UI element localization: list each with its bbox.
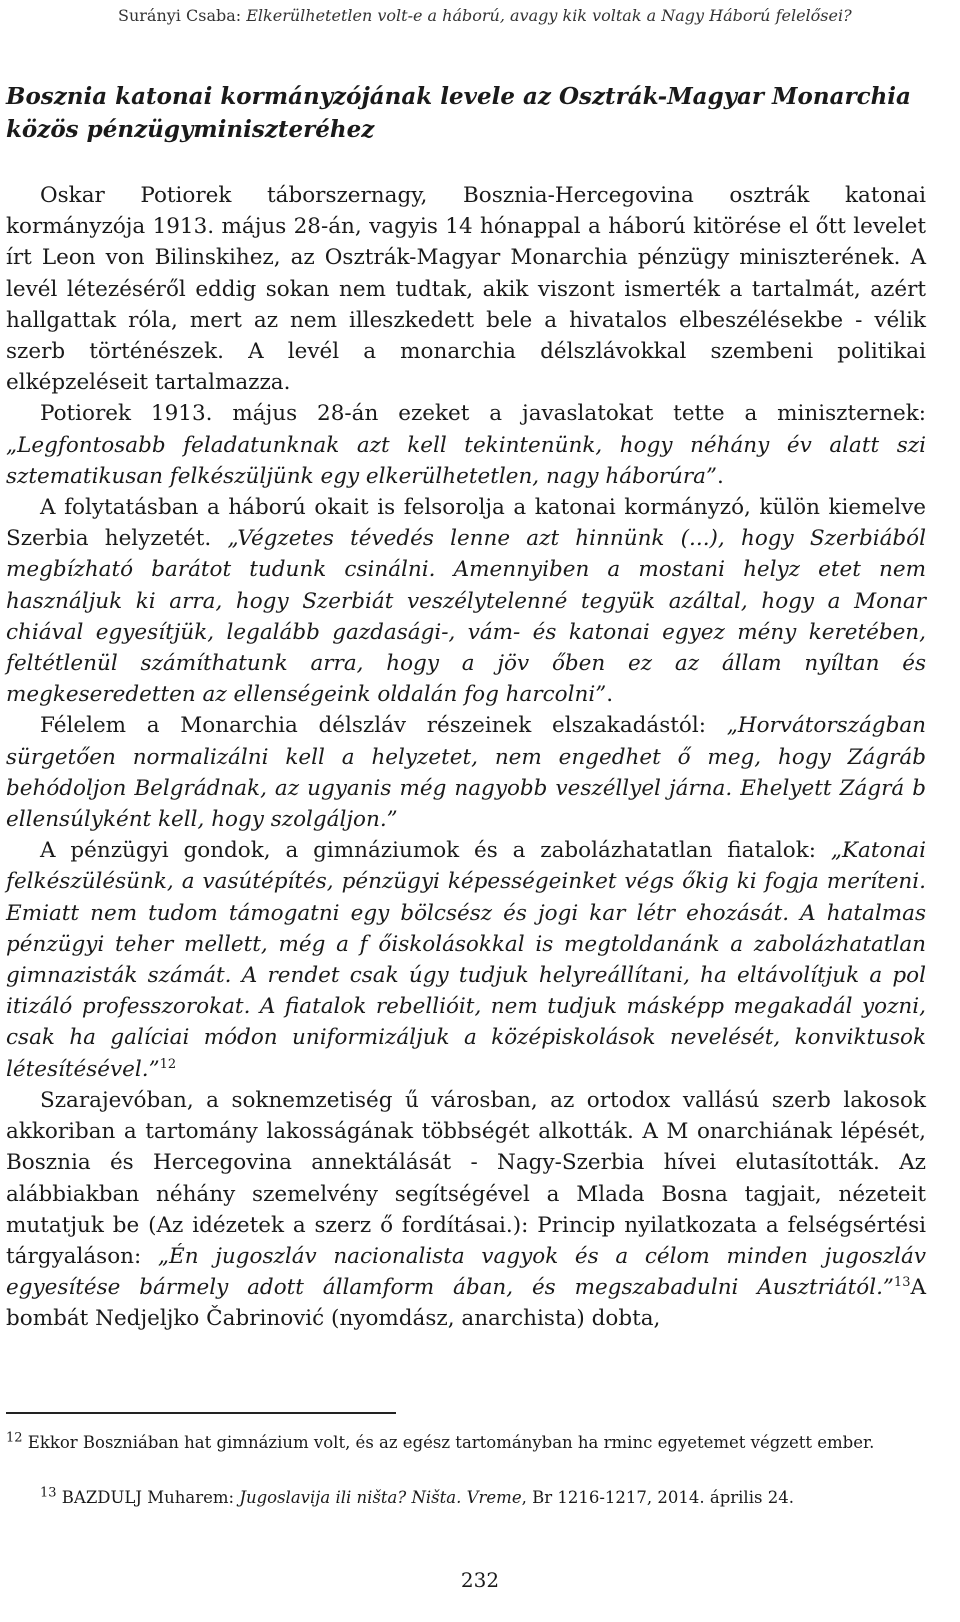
paragraph-4 bbox=[6, 710, 926, 835]
paragraph-6-lead: Szarajevóban, a soknemzetiség ű városban, az ortodox vallású szerb lakosok akkoriban a tartomány lakosságának többségét alkották. A M onarchiának lépését, Bosznia és Hercegovina annektálását - Nagy-Szerbia hívei elutasították. Az alábbiakban néhány szemelvény segítségével a Mlada Bosna tagjait, nézeteit mutatjuk be (Az idézetek a szerz ő fordításai.): Princip nyilatkozata a felségsértési tárgyaláson: bbox=[6, 1087, 926, 1269]
paragraph-5 bbox=[6, 835, 926, 1085]
running-head-author: Surányi Csaba: bbox=[118, 6, 247, 25]
body-text bbox=[6, 180, 926, 1335]
paragraph-2-lead: Potiorek 1913. május 28-án ezeket a javaslatokat tette a miniszternek: bbox=[40, 401, 926, 427]
running-head-title: Elkerülhetetlen volt-e a háború, avagy kik voltak a Nagy Háború felelősei? bbox=[246, 6, 852, 25]
paragraph-2-end: . bbox=[716, 463, 724, 489]
footnote-divider bbox=[6, 1412, 396, 1414]
running-head bbox=[118, 6, 852, 25]
paragraph-6-quote: „Én jugoszláv nacionalista vagyok és a célom minden jugoszláv egyesítése bármely adott államform ában, és megszabadulni Ausztriától.” bbox=[6, 1243, 926, 1301]
section-title: Bosznia katonai kormányzójának levele az Osztrák-Magyar Monarchia közös pénzügyminiszteréhez bbox=[6, 83, 911, 143]
paragraph-3-lead: A folytatásban a háború okait is felsorolja a katonai kormányzó, külön kiemelve Szerbia helyzetét. bbox=[6, 495, 926, 552]
paragraph-3 bbox=[6, 492, 926, 710]
paragraph-6-end: A bombát Nedjeljko Čabrinović (nyomdász, anarchista) dobta, bbox=[6, 1275, 926, 1332]
footnote-13 bbox=[6, 1484, 926, 1511]
paragraph-5-quote: „Katonai felkészülésünk, a vasútépítés, pénzügyi képességeinket végs őkig ki fogja meríteni. Emiatt nem tudom támogatni egy bölcsész és jogi kar létr ehozását. A hatalmas pénzügyi teher mellett, még a f őiskolásokkal is megtoldanánk a zabolázhatatlan gimnazisták számát. A rendet csak úgy tudjuk helyreállítani, ha eltávolítjuk a pol itizáló professzorokat. A fiatalok rebellióit, nem tudjuk másképp megakadál yozni, csak ha galíciai módon uniformizáljuk a középiskolások nevelését, konviktusok létesítésével.” bbox=[6, 838, 926, 1082]
paragraph-2-quote: „Legfontosabb feladatunknak azt kell tekintenünk, hogy néhány év alatt szi sztematikusan felkészüljünk egy elkerülhetetlen, nagy háborúra” bbox=[6, 432, 926, 489]
paragraph-6 bbox=[6, 1085, 926, 1335]
paragraph-1: Oskar Potiorek táborszernagy, Bosznia-Hercegovina osztrák katonai kormányzója 1913. május 28-án, vagyis 14 hónappal a háború kitörése el őtt levelet írt Leon von Bilinskihez, az Osztrák-Magyar Monarchia pénzügy miniszterének. A levél létezéséről eddig sokan nem tudtak, akik viszont ismerték a tartalmát, azért hallgattak róla, mert az nem illeszkedett bele a hivatalos elbeszélésekbe - vélik szerb történészek. A levél a monarchia délszlávokkal szembeni politikai elképzeléseit tartalmazza. bbox=[6, 183, 926, 396]
paragraph-5-lead: A pénzügyi gondok, a gimnáziumok és a zabolázhatatlan fiatalok: bbox=[40, 838, 831, 864]
footnote-12-text: Ekkor Boszniában hat gimnázium volt, és az egész tartományban ha rminc egyetemet végzett ember. bbox=[22, 1433, 875, 1452]
paragraph-3-end: . bbox=[606, 682, 614, 708]
footnote-12-mark: 12 bbox=[6, 1430, 23, 1446]
footnote-12 bbox=[6, 1429, 926, 1456]
footnote-13-title: Jugoslavija ili ništa? Ništa. Vreme bbox=[239, 1488, 522, 1507]
paragraph-3-quote: „Végzetes tévedés lenne azt hinnünk (...), hogy Szerbiából megbízható barátot tudunk csinálni. Amennyiben a mostani helyz etet nem használjuk ki arra, hogy Szerbiát veszélytelenné tegyük azáltal, hogy a Monar chiával egyesítjük, legalább gazdasági-, vám- és katonai egyez mény keretében, feltétlenül számíthatunk arra, hogy a jöv őben ez az állam nyíltan és megkeseredetten az ellenségeink oldalán fog harcolni” bbox=[6, 526, 926, 708]
paragraph-4-lead: Félelem a Monarchia délszláv részeinek elszakadástól: bbox=[40, 713, 727, 739]
footnote-13-tail: , Br 1216-1217, 2014. április 24. bbox=[521, 1488, 794, 1507]
footnote-13-mark: 13 bbox=[40, 1485, 57, 1501]
footnote-13-lead: BAZDULJ Muharem: bbox=[56, 1488, 240, 1507]
footnote-ref-12: 12 bbox=[159, 1056, 177, 1072]
page-number: 232 bbox=[460, 1568, 500, 1592]
paragraph-2 bbox=[6, 398, 926, 492]
paragraph-4-quote: „Horvátországban sürgetően normalizálni kell a helyzetet, nem engedhet ő meg, hogy Zágráb behódoljon Belgrádnak, az ugyanis még nagyobb veszéllyel járna. Ehelyett Zágrá b ellensúlyként kell, hogy szolgáljon.” bbox=[6, 713, 926, 833]
footnote-ref-13: 13 bbox=[893, 1274, 911, 1290]
